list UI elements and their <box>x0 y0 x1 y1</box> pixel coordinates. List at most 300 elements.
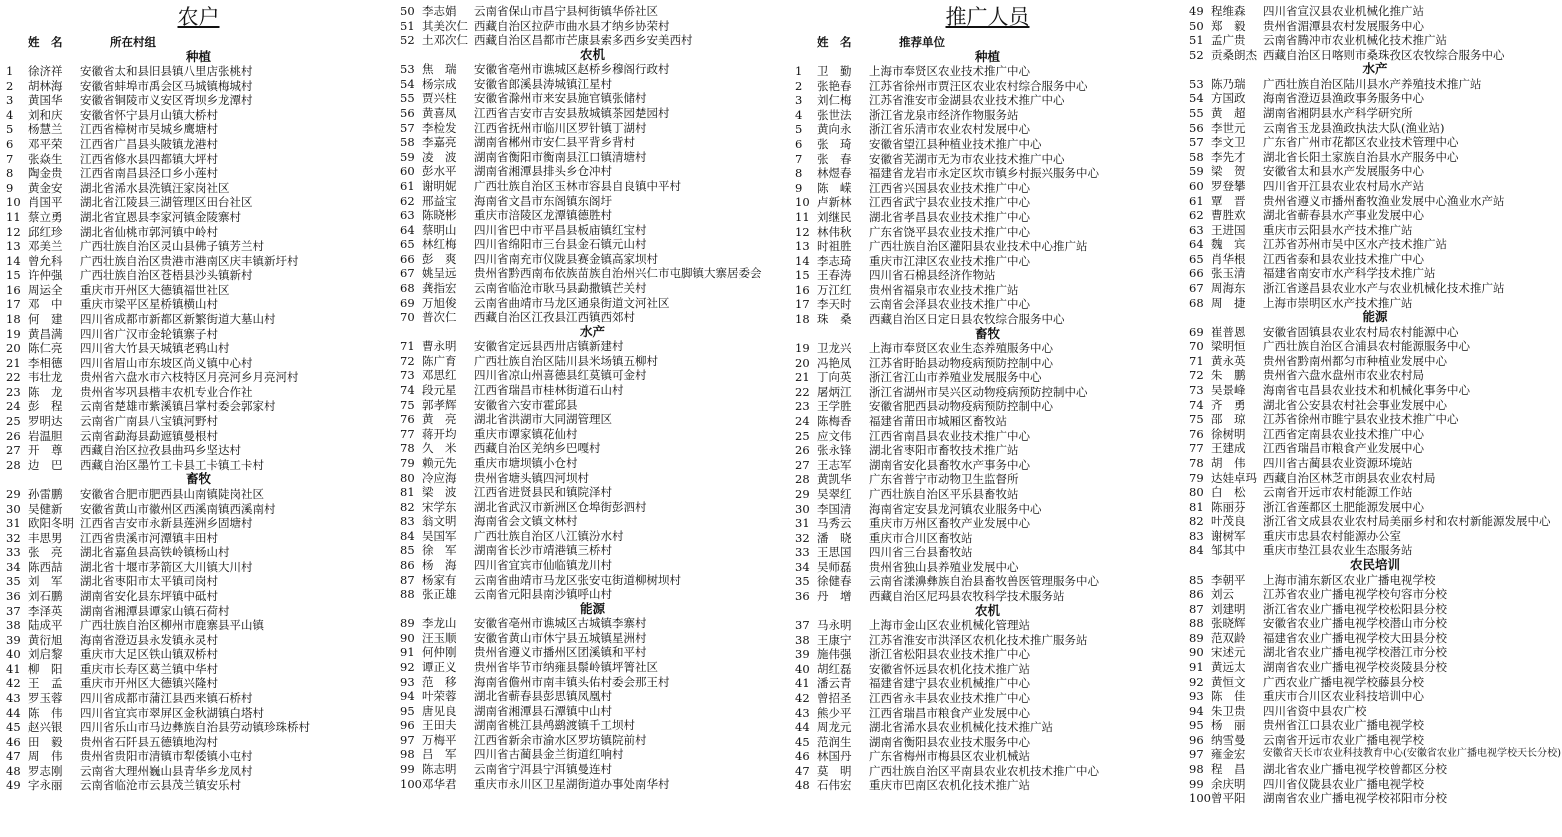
entry-number: 77 <box>1189 441 1204 456</box>
entry-number: 47 <box>6 749 21 764</box>
category-heading: 水产 <box>579 323 605 339</box>
location-text: 福建省莆田市城厢区畜牧站 <box>869 414 1007 429</box>
entry-number: 33 <box>795 545 810 560</box>
entry-number: 25 <box>795 428 810 443</box>
list-item <box>1189 48 1561 63</box>
list-item <box>1189 296 1561 311</box>
location-text: 上海市奉贤区农业技术推广中心 <box>869 64 1030 79</box>
location-text: 云南省元阳县南沙镇呼山村 <box>474 587 612 602</box>
entry-number: 47 <box>795 763 810 778</box>
entry-number: 97 <box>1189 747 1204 762</box>
person-name: 汪玉顺 <box>422 630 457 645</box>
list-item <box>400 77 785 92</box>
location-text: 贵州省遵义市播州畜牧渔业发展中心渔业水产站 <box>1263 193 1505 208</box>
entry-number: 95 <box>1189 718 1204 733</box>
entry-number: 50 <box>1189 18 1204 33</box>
list-item <box>795 676 1180 691</box>
entry-number: 11 <box>795 209 810 224</box>
person-name: 翁文明 <box>422 514 457 529</box>
category-heading: 水产 <box>1362 61 1388 77</box>
person-name: 胡林海 <box>28 78 63 93</box>
list-item <box>1189 383 1561 398</box>
person-name: 卫龙兴 <box>817 341 852 356</box>
entry-number: 46 <box>795 749 810 764</box>
person-name: 其美次仁 <box>422 18 468 33</box>
entry-number: 33 <box>6 545 21 560</box>
list-item <box>1189 514 1561 529</box>
location-text: 贵州省江口县农业广播电视学校 <box>1263 718 1424 733</box>
location-text: 湖北省公安县农村社会事业发展中心 <box>1263 397 1447 412</box>
list-item <box>6 691 391 706</box>
person-name: 蔡明山 <box>422 222 457 237</box>
entry-number: 37 <box>6 603 21 618</box>
entry-number: 16 <box>6 282 21 297</box>
person-name: 王建成 <box>1211 441 1246 456</box>
list-item <box>400 529 785 544</box>
location-text: 江西省定南县农业技术推广中心 <box>1263 426 1424 441</box>
location-text: 贵州省独山县养殖业发展中心 <box>869 559 1019 574</box>
header-name: 姓 名 <box>28 35 63 49</box>
person-name: 陈晓彬 <box>422 208 457 223</box>
entry-number: 53 <box>400 62 415 77</box>
category-heading: 农民培训 <box>1349 556 1400 572</box>
entry-number: 7 <box>795 151 803 166</box>
entry-list <box>400 4 785 791</box>
person-name: 陈乃瑞 <box>1211 76 1246 91</box>
location-text: 四川省巴中市平昌县板庙镇红宝村 <box>474 222 647 237</box>
list-item <box>400 150 785 165</box>
person-name: 应文伟 <box>817 428 852 443</box>
list-item <box>1189 500 1561 515</box>
location-text: 广东省普宁市动物卫生监督所 <box>869 472 1019 487</box>
person-name: 李国清 <box>817 501 852 516</box>
person-name: 刘云 <box>1211 587 1234 602</box>
location-text: 湖北省长阳土家族自治县水产服务中心 <box>1263 149 1459 164</box>
person-name: 李龙山 <box>422 616 457 631</box>
location-text: 四川省石棉县经济作物站 <box>869 268 996 283</box>
entry-number: 9 <box>795 180 803 195</box>
entry-number: 85 <box>1189 572 1204 587</box>
entry-number: 8 <box>6 166 14 181</box>
list-item <box>1189 602 1561 617</box>
location-text: 西藏自治区日定日县农牧综合服务中心 <box>869 311 1065 326</box>
person-name: 宋学东 <box>422 499 457 514</box>
location-text: 四川省资中县农广校 <box>1263 703 1367 718</box>
location-text: 江西省南昌县泾口乡小莲村 <box>80 166 218 181</box>
entry-number: 20 <box>795 355 810 370</box>
person-name: 陈 佳 <box>1211 689 1246 704</box>
entry-number: 64 <box>400 222 415 237</box>
location-text: 西藏自治区江孜县江西镇西郊村 <box>474 310 635 325</box>
list-item <box>6 618 391 633</box>
person-name: 胡红磊 <box>817 661 852 676</box>
list-item <box>400 383 785 398</box>
location-text: 江苏省农业广播电视学校句容市分校 <box>1263 587 1447 602</box>
entry-number: 6 <box>795 137 803 152</box>
location-text: 重庆市永川区卫星湖街道办事处南华村 <box>474 776 670 791</box>
list-item <box>400 762 785 777</box>
list-item <box>1189 718 1561 733</box>
entry-number: 55 <box>1189 106 1204 121</box>
person-name: 卫 勤 <box>817 64 852 79</box>
location-text: 湖北省江陵县三湖管理区田台社区 <box>80 195 253 210</box>
entry-number: 100 <box>1189 791 1211 806</box>
person-name: 马永明 <box>817 618 852 633</box>
entry-number: 59 <box>1189 164 1204 179</box>
list-item <box>1189 675 1561 690</box>
entry-number: 56 <box>1189 120 1204 135</box>
list-item <box>6 545 391 560</box>
list-item <box>1189 733 1561 748</box>
column-header <box>795 35 1180 50</box>
entry-number: 21 <box>795 370 810 385</box>
person-name: 普次仁 <box>422 310 457 325</box>
entry-number: 5 <box>795 122 803 137</box>
entry-number: 76 <box>400 412 415 427</box>
list-item <box>795 93 1180 108</box>
location-text: 江西省瑞昌市粮食产业发展中心 <box>869 705 1030 720</box>
list-item <box>6 385 391 400</box>
entry-number: 19 <box>6 326 21 341</box>
person-name: 丁向英 <box>817 370 852 385</box>
entry-number: 15 <box>6 268 21 283</box>
location-text: 云南省大理州巍山县青华乡龙凤村 <box>80 763 253 778</box>
list-item <box>795 720 1180 735</box>
location-text: 四川省大竹县天城镇老鸦山村 <box>80 341 230 356</box>
location-text: 江西省武宁县农业技术推广中心 <box>869 195 1030 210</box>
person-name: 徐健春 <box>817 574 852 589</box>
person-name: 周 捷 <box>1211 295 1246 310</box>
list-item <box>400 106 785 121</box>
list-item <box>400 427 785 442</box>
list-item <box>1189 747 1561 762</box>
person-name: 李先才 <box>1211 149 1246 164</box>
location-text: 海南省定安县龙河镇农业服务中心 <box>869 501 1042 516</box>
entry-number: 97 <box>400 732 415 747</box>
person-name: 开 尊 <box>28 443 63 458</box>
location-text: 湖南省湘潭县排头乡仓冲村 <box>474 164 612 179</box>
location-text: 浙江省龙泉市经济作物服务站 <box>869 107 1019 122</box>
list-item <box>795 122 1180 137</box>
location-text: 浙江省莲都区土肥能源发展中心 <box>1263 499 1424 514</box>
location-text: 浙江省遂昌县农业水产与农业机械化技术推广站 <box>1263 280 1505 295</box>
person-name: 林伟秋 <box>817 224 852 239</box>
entry-number: 51 <box>400 18 415 33</box>
entry-number: 44 <box>795 720 810 735</box>
category-heading: 种植 <box>185 48 211 64</box>
entry-number: 36 <box>795 588 810 603</box>
person-name: 胡 伟 <box>1211 455 1246 470</box>
location-text: 重庆市合川区畜牧站 <box>869 530 973 545</box>
person-name: 孟广贵 <box>1211 33 1246 48</box>
location-text: 湖北省洪湖市大同湖管理区 <box>474 412 612 427</box>
entry-number: 65 <box>1189 251 1204 266</box>
list-item <box>6 443 391 458</box>
list-item <box>400 208 785 223</box>
entry-number: 3 <box>795 93 803 108</box>
entry-number: 92 <box>1189 674 1204 689</box>
location-text: 湖南省湘潭县石潭镇中山村 <box>474 703 612 718</box>
entry-number: 23 <box>6 384 21 399</box>
person-name: 段元星 <box>422 383 457 398</box>
list-item <box>6 633 391 648</box>
entry-number: 81 <box>400 485 415 500</box>
list-item <box>6 312 391 327</box>
location-text: 湖北省蕲春县彭思镇凤凰村 <box>474 689 612 704</box>
person-name: 李相德 <box>28 355 63 370</box>
person-name: 罗玉蓉 <box>28 691 63 706</box>
location-text: 江西省泰和县农业技术推广中心 <box>1263 251 1424 266</box>
location-text: 重庆市梁平区星桥镇横山村 <box>80 297 218 312</box>
entry-number: 30 <box>6 501 21 516</box>
entry-number: 82 <box>400 499 415 514</box>
entry-number: 83 <box>400 514 415 529</box>
person-name: 土邓次仁 <box>422 33 468 48</box>
list-item <box>1189 19 1561 34</box>
list-item <box>1189 427 1561 442</box>
entry-number: 3 <box>6 93 14 108</box>
entry-number: 16 <box>795 282 810 297</box>
person-name: 王志军 <box>817 457 852 472</box>
list-item <box>795 545 1180 560</box>
location-text: 湖北省仙桃市郭河镇中岭村 <box>80 224 218 239</box>
list-item <box>400 471 785 486</box>
entry-number: 42 <box>6 676 21 691</box>
list-item <box>795 370 1180 385</box>
list-item <box>1189 441 1561 456</box>
person-name: 蒋开均 <box>422 426 457 441</box>
list-item <box>1189 543 1561 558</box>
entry-number: 96 <box>400 718 415 733</box>
entry-number: 37 <box>795 618 810 633</box>
entry-number: 74 <box>1189 397 1204 412</box>
location-text: 浙江省江山市养殖业发展服务中心 <box>869 370 1042 385</box>
entry-number: 1 <box>6 64 14 79</box>
location-text: 四川省宜宾市翠屏区金秋湖镇白塔村 <box>80 705 264 720</box>
person-name: 张 春 <box>817 151 852 166</box>
person-name: 李朝平 <box>1211 572 1246 587</box>
entry-number: 24 <box>6 399 21 414</box>
location-text: 江西省永丰县农业技术推广中心 <box>869 691 1030 706</box>
person-name: 张 亮 <box>28 545 63 560</box>
list-item <box>400 645 785 660</box>
list-item <box>6 778 391 793</box>
list-item <box>400 310 785 325</box>
person-name: 刘石鹏 <box>28 588 63 603</box>
person-name: 刘和庆 <box>28 107 63 122</box>
list-item <box>6 327 391 342</box>
location-text: 福建省建宁县农业机械推广中心 <box>869 676 1030 691</box>
entry-number: 72 <box>400 353 415 368</box>
person-name: 石伟宏 <box>817 778 852 793</box>
location-text: 上海市崇明区水产技术推广站 <box>1263 295 1413 310</box>
entry-number: 34 <box>795 559 810 574</box>
location-text: 江苏省淮安市金湖县农业技术推广中心 <box>869 93 1065 108</box>
location-text: 江西省兴国县农业技术推广中心 <box>869 180 1030 195</box>
person-name: 黄向永 <box>817 122 852 137</box>
entry-number: 75 <box>400 397 415 412</box>
entry-number: 17 <box>795 297 810 312</box>
location-text: 海南省儋州市南丰镇头佑村委会那王村 <box>474 674 670 689</box>
list-item <box>1189 412 1561 427</box>
entry-number: 73 <box>1189 383 1204 398</box>
list-item <box>6 589 391 604</box>
person-name: 白 松 <box>1211 485 1246 500</box>
list-item <box>795 268 1180 283</box>
person-name: 曾平阳 <box>1211 791 1246 806</box>
list-item <box>795 749 1180 764</box>
entry-number: 22 <box>6 370 21 385</box>
person-name: 王思国 <box>817 545 852 560</box>
list-item <box>400 194 785 209</box>
location-text: 贵州省塘头镇四河坝村 <box>474 470 589 485</box>
header-unit: 推荐单位 <box>899 35 945 49</box>
person-name: 陈 龙 <box>28 384 63 399</box>
entry-number: 17 <box>6 297 21 312</box>
location-text: 四川省开江县农业农村局水产站 <box>1263 178 1424 193</box>
list-item <box>400 91 785 106</box>
person-name: 王田夫 <box>422 718 457 733</box>
location-text: 海南省澄迈县永发镇永灵村 <box>80 632 218 647</box>
location-text: 江苏省徐州市贾汪区农业农村综合服务中心 <box>869 78 1088 93</box>
location-text: 安徽省怀远县农机化技术推广站 <box>869 661 1030 676</box>
list-item <box>1189 77 1561 92</box>
person-name: 陈西喆 <box>28 559 63 574</box>
entry-number: 99 <box>1189 776 1204 791</box>
person-name: 曹胜欢 <box>1211 208 1246 223</box>
entry-number: 70 <box>400 310 415 325</box>
person-name: 黄衍旭 <box>28 632 63 647</box>
list-item <box>400 689 785 704</box>
location-text: 安徽省滁州市来安县施官镇张储村 <box>474 91 647 106</box>
person-name: 何仲刚 <box>422 645 457 660</box>
list-item <box>795 239 1180 254</box>
location-text: 湖南省农业广播电视学校祁阳市分校 <box>1263 791 1447 806</box>
location-text: 安徽省太和县水产发展服务中心 <box>1263 164 1424 179</box>
list-item <box>6 516 391 531</box>
location-text: 浙江省湖州市吴兴区动物疫病预防控制中心 <box>869 384 1088 399</box>
location-text: 西藏自治区林芝市朗县农业农村局 <box>1263 470 1436 485</box>
location-text: 安徽省黄山市休宁县五城镇星洲村 <box>474 630 647 645</box>
list-item <box>1189 791 1561 806</box>
person-name: 王 孟 <box>28 676 63 691</box>
list-item <box>400 733 785 748</box>
location-text: 重庆市长寿区葛兰镇中华村 <box>80 661 218 676</box>
person-name: 李天时 <box>817 297 852 312</box>
location-text: 上海市金山区农业机械化管理站 <box>869 618 1030 633</box>
list-item <box>6 64 391 79</box>
entry-number: 60 <box>1189 178 1204 193</box>
entry-number: 5 <box>6 122 14 137</box>
person-name: 杨家有 <box>422 572 457 587</box>
list-item <box>400 4 785 19</box>
list-item <box>1189 631 1561 646</box>
person-name: 王进国 <box>1211 222 1246 237</box>
person-name: 曹永明 <box>422 339 457 354</box>
list-item <box>1189 4 1561 19</box>
location-text: 安徽省太和县旧县镇八里店张桃村 <box>80 64 253 79</box>
list-item <box>1189 645 1561 660</box>
person-name: 贾兴柱 <box>422 91 457 106</box>
location-text: 海南省文昌市东阁镇东阁圩 <box>474 193 612 208</box>
person-name: 黄国华 <box>28 93 63 108</box>
list-item <box>795 399 1180 414</box>
location-text: 安徽省农业广播电视学校潜山市分校 <box>1263 616 1447 631</box>
person-name: 陈广育 <box>422 353 457 368</box>
location-text: 广西壮族自治区合浦县农村能源服务中心 <box>1263 339 1470 354</box>
entry-number: 78 <box>400 441 415 456</box>
entry-number: 43 <box>6 691 21 706</box>
person-name: 曾允科 <box>28 253 63 268</box>
location-text: 四川省眉山市东坡区尚义镇中心村 <box>80 355 253 370</box>
person-name: 宋述元 <box>1211 645 1246 660</box>
person-name: 吴翠红 <box>817 486 852 501</box>
person-name: 黄远太 <box>1211 660 1246 675</box>
list-item <box>400 368 785 383</box>
list-item <box>1189 91 1561 106</box>
entry-number: 73 <box>400 368 415 383</box>
entry-number: 32 <box>6 530 21 545</box>
location-text: 安徽省天长市农业科技教育中心(安徽省农业广播电视学校天长分校) <box>1262 748 1561 760</box>
list-item <box>1189 587 1561 602</box>
person-name: 余庆明 <box>1211 776 1246 791</box>
entry-number: 13 <box>795 239 810 254</box>
person-name: 邓美兰 <box>28 239 63 254</box>
list-item <box>795 181 1180 196</box>
list-item <box>795 618 1180 633</box>
list-item <box>400 237 785 252</box>
entry-number: 71 <box>400 339 415 354</box>
entry-number: 91 <box>1189 660 1204 675</box>
list-item <box>6 458 391 473</box>
entry-number: 30 <box>795 501 810 516</box>
list-item <box>795 516 1180 531</box>
entry-number: 87 <box>400 572 415 587</box>
list-item <box>795 356 1180 371</box>
person-name: 雍金宏 <box>1210 747 1246 762</box>
category-heading: 农机 <box>974 602 1000 618</box>
entry-number: 74 <box>400 383 415 398</box>
person-name: 范双龄 <box>1211 630 1246 645</box>
list-item <box>6 735 391 750</box>
entry-number: 25 <box>6 414 21 429</box>
person-name: 周运全 <box>28 282 63 297</box>
location-text: 江苏省徐州市睢宁县农业技术推广中心 <box>1263 412 1459 427</box>
entry-number: 67 <box>1189 280 1204 295</box>
location-text: 四川省仪陇县农业广播电视学校 <box>1263 776 1424 791</box>
location-text: 贵州省六盘水市六枝特区月亮河乡月亮河村 <box>80 370 299 385</box>
location-text: 海南省屯昌县农业技术和机械化事务中心 <box>1263 383 1470 398</box>
list-item <box>795 633 1180 648</box>
person-name: 邓思红 <box>422 368 457 383</box>
person-name: 赵兴银 <box>28 720 63 735</box>
person-name: 陆成平 <box>28 618 63 633</box>
entry-number: 35 <box>795 574 810 589</box>
entry-number: 94 <box>400 689 415 704</box>
entry-number: 50 <box>400 4 415 18</box>
entry-number: 63 <box>1189 222 1204 237</box>
entry-number: 22 <box>795 384 810 399</box>
entry-number: 2 <box>795 78 803 93</box>
location-text: 四川省宜宾市仙临镇龙川村 <box>474 557 612 572</box>
person-name: 郭孝辉 <box>422 397 457 412</box>
person-name: 许仲强 <box>28 268 63 283</box>
list-item <box>6 195 391 210</box>
person-name: 施伟强 <box>817 647 852 662</box>
location-text: 安徽省亳州市谯城区赵桥乡穆阁行政村 <box>474 62 670 77</box>
list-item <box>6 225 391 240</box>
entry-number: 26 <box>6 428 21 443</box>
